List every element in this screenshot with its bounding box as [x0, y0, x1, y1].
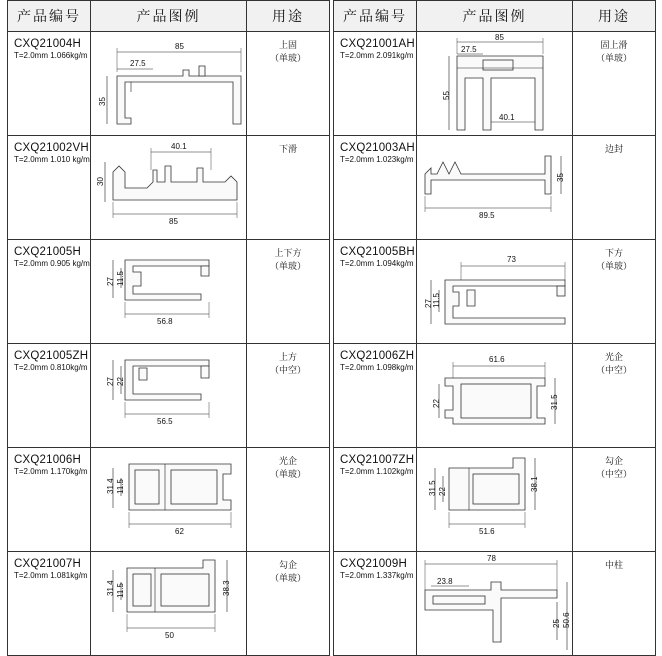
usage-cell: [573, 552, 656, 656]
product-spec: T=2.0mm 1.081kg/m: [14, 571, 88, 580]
header-usage: 用途: [247, 1, 330, 32]
header-code: 产品编号: [8, 1, 91, 32]
product-code: CXQ21003AH: [340, 142, 415, 154]
profile-drawing: [91, 448, 246, 551]
product-code: CXQ21002VH: [14, 142, 89, 154]
product-spec: T=2.0mm 1.023kg/m: [340, 155, 414, 164]
product-code: CXQ21005H: [14, 246, 82, 258]
header-row: [8, 1, 330, 32]
code-cell: [334, 448, 417, 552]
dim-label: 31.4: [106, 478, 115, 494]
header-figure: 产品图例: [91, 1, 247, 32]
profile-drawing: [91, 240, 246, 343]
usage-subtext: （中空）: [595, 470, 632, 480]
product-spec: T=2.0mm 0.810kg/m: [14, 363, 88, 372]
usage-text: 光企: [278, 457, 297, 467]
profile-drawing: [417, 240, 572, 343]
table-row: [8, 448, 330, 552]
dim-label: 38.1: [530, 476, 539, 492]
dim-label: 11.5: [116, 271, 125, 286]
product-code: CXQ21007H: [14, 558, 82, 570]
product-code: CXQ21005ZH: [14, 350, 89, 362]
dim-label: 35: [98, 97, 107, 106]
profile-drawing: [417, 344, 572, 447]
table-row: [334, 344, 656, 448]
profile-drawing: [417, 136, 572, 239]
profile-drawing: [91, 32, 246, 135]
dim-label: 11.5: [432, 293, 441, 308]
dim-label: 50.6: [562, 612, 571, 628]
table-row: [8, 32, 330, 136]
profile-figure: [417, 448, 573, 552]
table-row: [334, 448, 656, 552]
left-table: [7, 0, 330, 648]
dim-label: 30: [96, 177, 105, 186]
product-spec: T=2.0mm 0.905 kg/m: [14, 259, 90, 268]
usage-cell: [247, 136, 330, 240]
code-cell: [8, 240, 91, 344]
dim-label: 51.6: [479, 527, 495, 536]
code-cell: [8, 448, 91, 552]
product-code: CXQ21009H: [340, 558, 408, 570]
dim-label: 22: [116, 377, 125, 386]
usage-text: 固上滑: [600, 41, 628, 51]
usage-cell: [247, 344, 330, 448]
usage-cell: [573, 136, 656, 240]
header-figure: 产品图例: [417, 1, 573, 32]
dim-label: 56.5: [157, 417, 173, 426]
dim-label: 23.8: [437, 577, 453, 586]
usage-cell: [247, 240, 330, 344]
dim-label: 27.5: [130, 59, 146, 68]
dim-label: 40.1: [171, 142, 187, 151]
usage-text: 中柱: [604, 561, 623, 571]
usage-subtext: （中空）: [269, 366, 306, 376]
usage-cell: [573, 32, 656, 136]
dim-label: 31.5: [428, 480, 437, 496]
profile-figure: [91, 32, 247, 136]
code-cell: [334, 32, 417, 136]
usage-cell: [573, 448, 656, 552]
dim-label: 85: [175, 42, 184, 51]
product-spec: T=2.0mm 1.098kg/m: [340, 363, 414, 372]
header-row: [334, 1, 656, 32]
profile-drawing: [91, 552, 246, 655]
dim-label: 62: [175, 527, 184, 536]
dim-label: 35: [556, 173, 565, 182]
profile-figure: [417, 32, 573, 136]
dim-label: 85: [495, 33, 504, 42]
dim-label: 56.8: [157, 317, 173, 326]
dim-label: 38.3: [222, 580, 231, 596]
dim-label: 31.4: [106, 580, 115, 596]
dim-label: 73: [507, 255, 516, 264]
product-spec: T=2.0mm 2.091kg/m: [340, 51, 414, 60]
dim-label: 22: [432, 399, 441, 408]
dim-label: 78: [487, 554, 496, 563]
table-row: [334, 32, 656, 136]
code-cell: [8, 552, 91, 656]
dim-label: 22: [438, 487, 447, 496]
usage-text: 上下方: [274, 249, 302, 259]
profile-figure: [417, 344, 573, 448]
code-cell: [334, 344, 417, 448]
table-row: [334, 552, 656, 656]
dim-label: 55: [442, 91, 451, 100]
usage-text: 勾企: [278, 561, 297, 571]
code-cell: [8, 136, 91, 240]
table-row: [334, 136, 656, 240]
table-row: [334, 240, 656, 344]
dim-label: 27: [106, 377, 115, 386]
usage-subtext: （单玻）: [269, 54, 306, 64]
dim-label: 11.5: [116, 479, 125, 494]
profile-figure: [91, 240, 247, 344]
dim-label: 11.5: [116, 583, 125, 598]
product-code: CXQ21007ZH: [340, 454, 415, 466]
usage-text: 下滑: [278, 145, 297, 155]
dim-label: 27: [106, 277, 115, 286]
profile-figure: [91, 552, 247, 656]
usage-cell: [247, 32, 330, 136]
profile-figure: [91, 448, 247, 552]
header-code: 产品编号: [334, 1, 417, 32]
table-row: [8, 240, 330, 344]
product-code: CXQ21006H: [14, 454, 82, 466]
usage-text: 上方: [278, 353, 297, 363]
usage-text: 上固: [278, 41, 297, 51]
profile-drawing: [91, 344, 246, 447]
usage-subtext: （单玻）: [269, 574, 306, 584]
product-spec: T=2.0mm 1.066kg/m: [14, 51, 88, 60]
dim-label: 85: [169, 217, 178, 226]
profile-figure: [417, 240, 573, 344]
usage-cell: [247, 448, 330, 552]
dim-label: 89.5: [479, 211, 495, 220]
dim-label: 61.6: [489, 355, 505, 364]
profile-figure: [417, 552, 573, 656]
dim-label: 40.1: [499, 113, 515, 122]
table-row: [8, 136, 330, 240]
profile-figure: [91, 344, 247, 448]
usage-subtext: （单玻）: [269, 262, 306, 272]
product-code: CXQ21005BH: [340, 246, 415, 258]
code-cell: [334, 552, 417, 656]
usage-subtext: （单玻）: [595, 262, 632, 272]
dim-label: 27: [424, 299, 433, 308]
dim-label: 27.5: [461, 45, 477, 54]
usage-cell: [573, 344, 656, 448]
usage-subtext: （单玻）: [269, 470, 306, 480]
usage-text: 光企: [604, 353, 623, 363]
dim-label: 31.5: [550, 394, 559, 410]
dim-label: 50: [165, 631, 174, 640]
usage-subtext: （中空）: [595, 366, 632, 376]
product-spec: T=2.0mm 1.170kg/m: [14, 467, 88, 476]
code-cell: [8, 344, 91, 448]
product-code: CXQ21006ZH: [340, 350, 415, 362]
right-table: [333, 0, 656, 648]
usage-subtext: （单玻）: [595, 54, 632, 64]
table-row: [8, 344, 330, 448]
product-code: CXQ21001AH: [340, 38, 415, 50]
code-cell: [334, 240, 417, 344]
product-code: CXQ21004H: [14, 38, 82, 50]
usage-text: 边封: [604, 145, 623, 155]
profile-figure: [417, 136, 573, 240]
code-cell: [8, 32, 91, 136]
profile-drawing: [417, 32, 572, 135]
usage-text: 下方: [604, 249, 623, 259]
code-cell: [334, 136, 417, 240]
profile-drawing: [417, 448, 572, 551]
header-usage: 用途: [573, 1, 656, 32]
profile-figure: [91, 136, 247, 240]
profile-drawing: [417, 552, 572, 655]
product-spec: T=2.0mm 1.010 kg/m: [14, 155, 90, 164]
usage-text: 勾企: [604, 457, 623, 467]
product-spec: T=2.0mm 1.094kg/m: [340, 259, 414, 268]
product-spec: T=2.0mm 1.102kg/m: [340, 467, 414, 476]
profile-drawing: [91, 136, 246, 239]
table-row: [8, 552, 330, 656]
usage-cell: [573, 240, 656, 344]
dim-label: 25: [552, 619, 561, 628]
product-spec: T=2.0mm 1.337kg/m: [340, 571, 414, 580]
usage-cell: [247, 552, 330, 656]
